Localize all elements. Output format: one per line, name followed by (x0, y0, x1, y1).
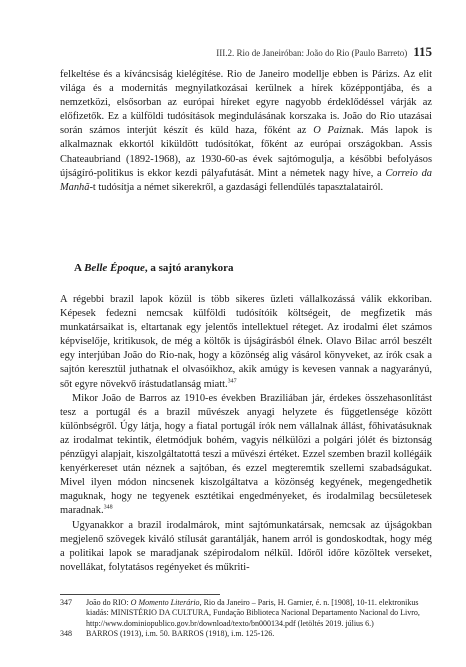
footnotes (60, 598, 432, 639)
body-paragraph: Ugyanakkor a brazil irodalmárok, mint sajtómunkatársak, nemcsak az újságokban megjelenő szövegek kiváló stílusát garantálják, hanem arról is gondoskodtak, hogy még a politikai lapok se maradjanak szépirodalom nélkül. Időről időre közöltek verseket, novellákat, folytatásos regényeket és műkriti- (60, 519, 432, 573)
body-section-text (60, 293, 432, 575)
running-header (60, 46, 432, 59)
running-title: III.2. Rio de Janeiróban: João do Rio (Paulo Barreto) (216, 48, 408, 58)
footnote-number: 347 (60, 598, 72, 607)
footnote-number: 348 (60, 628, 72, 638)
footnote-divider (60, 594, 220, 595)
section-heading: A Belle Époque, a sajtó aranykora (74, 262, 234, 274)
footnote-ref: 348 (103, 504, 113, 511)
body-paragraph: Mikor João de Barros az 1910-es években Braziliában jár, érdekes összehasonlítást tesz a portugál és a brazil művészek anyagi helyzete és függetlensége között különbségről. Úgy látja, hogy a fiatal portugál írók nem vállalnak állást, főhivatásuknak az irodalmat tekintik, életmódjuk bohém, vagyis nélkülözi a polgári jólét és biztonság pénzügyi alapjait, kiszolgáltatottá teszi a művészi értéket. Ezzel szemben brazil kollégáik kenyérkereset után néznek a sajtóban, és ezzel megteremtik szellemi szabadságukat. Mivel ilyen módon nincsenek kiszolgáltatva a közönség kegyének, megengedhetik maguknak, hogy ne tegyenek esztétikai engedményeket, és irodalmilag becsületesek maradnak.$^{348}$ (60, 392, 432, 517)
body-paragraph: A régebbi brazil lapok közül is több sikeres üzleti vállalkozássá válik ekkoriban. Képesek fedezni nemcsak külföldi tudósítóik költségeit, de megfizetik más munkatársaikat is, eltartanak egy jelentős intellektuel réteget. Az irodalmi élet számos képviselője, kritikusok, de még a költők is újságírásból élnek. Olavo Bilac arról beszélt egy interjúban João do Rio-nak, hogy a közönség alig vásárol könyveket, az írók csak a sajtón keresztül juthatnak el olvasóikhoz, akik amúgy is kevesen vannak a nagyarányú, sőt egyre növekvő írástudatlanság miatt.$^{347}$ (60, 294, 432, 390)
footnote-ref: 347 (227, 378, 237, 385)
page-number: 115 (413, 44, 432, 59)
body-paragraph-intro: felkeltése és a kíváncsiság kielégítése. Rio de Janeiro modellje ebben is Párizs. Az elit világa és a modernitás megnyilatkozásai kerülnek a hírek középpontjába, és a nemzetközi, elsősorban az európai híreket egyre nagyobb érdeklődéssel várják az előfizetők. Ez a külföldi tudósítások megindulásának korszaka is. João do Rio utazásai során számos interjút készít és küld haza, főként az O Paiznak. Más lapok is alkalmaznak ekkortól kiküldött tudósítókat, főként az európai országokban. Assis Chateaubriand (1892-1968), az 1930-60-as évek sajtómogulja, a későbbi befolyásos újságíró-politikus is ekkor kezdi pályafutását. Mint a németek nagy híve, a Correio da Manhã-t tudósítja a német sikerekről, a gazdasági fellendülés tapasztalatairól. (60, 69, 432, 193)
footnote: 348 BARROS (1913), i.m. 50. BARROS (1918), i.m. 125-126. (60, 628, 275, 638)
footnote: 347 João do RIO: O Momento Literário, Rio da Janeiro – Paris, H. Garnier, é. n. [1908], 10-11. elektronikus kiadás: MINISTÉRIO DA CULTURA, Fundação Biblioteca Nacional Departamento Nacional do Livro, http://www.dominiopublico.gov.br/download/texto/bn000134.pdf (letöltés 2019. július 6.) (60, 598, 420, 628)
